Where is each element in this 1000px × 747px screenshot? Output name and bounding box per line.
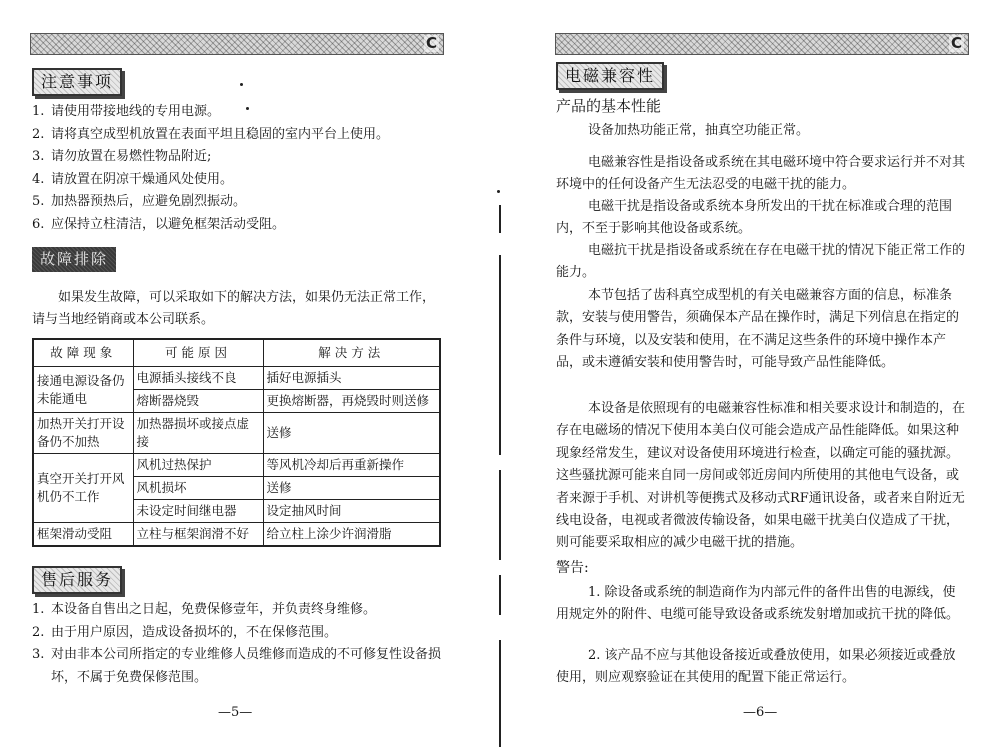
warning-title: 警告:	[556, 560, 589, 576]
basic-performance: 设备加热功能正常，抽真空功能正常。	[588, 123, 810, 138]
table-row	[33, 523, 440, 547]
header-banner	[30, 33, 444, 55]
column-header: 可能原因	[133, 339, 263, 367]
solution-cell: 给立柱上涂少许润滑脂	[263, 523, 440, 547]
solution-cell: 送修	[263, 477, 440, 500]
table-row	[33, 367, 440, 390]
solution-cell: 更换熔断器，再烧毁时则送修	[263, 390, 440, 413]
section-title-troubleshooting: 故障排除	[32, 247, 116, 272]
warning-item: 2. 该产品不应与其他设备接近或叠放使用，如果必须接近或叠放使用，则应观察验证在其使用的配置下能正常运行。	[556, 648, 956, 686]
emc-paragraph: 本节包括了齿科真空成型机的有关电磁兼容方面的信息，标准条款，安装与使用警告，须确保本产品在操作时，满足下列信息在指定的条件与环境，以及安装和使用，在不满足这些条件的环境中操作本产品，或未遵循安装和使用警告时，可能导致产品性能降低。	[556, 288, 960, 371]
cause-cell: 风机损坏	[133, 477, 263, 500]
notes-list	[32, 101, 389, 236]
symptom-cell: 框架滑动受阻	[33, 523, 133, 547]
cause-cell: 加热器损坏或接点虚接	[133, 413, 263, 454]
banner-mark: C	[950, 34, 962, 52]
page-number: —5—	[218, 705, 253, 720]
page-number: —6—	[743, 705, 778, 720]
emc-paragraph: 电磁兼容性是指设备或系统在其电磁环境中符合要求运行并不对其环境中的任何设备产生无法忍受的电磁干扰的能力。	[556, 155, 966, 193]
solution-cell: 等风机冷却后再重新操作	[263, 454, 440, 477]
warning-item: 1. 除设备或系统的制造商作为内部元件的备件出售的电源线，使用规定外的附件、电缆可能导致设备或系统发射增加或抗干扰的降低。	[556, 585, 960, 623]
table-row	[33, 413, 440, 454]
emc-paragraph: 电磁干扰是指设备或系统本身所发出的干扰在标准或合理的范围内，不至于影响其他设备或系统。	[556, 199, 953, 237]
section-title-emc: 电磁兼容性	[556, 62, 664, 90]
section-title-notes: 注意事项	[32, 68, 122, 96]
symptom-cell: 接通电源设备仍未能通电	[33, 367, 133, 413]
list-item: 3. 对由非本公司所指定的专业维修人员维修而造成的不可修复性设备损坏，不属于免费保修范围。	[32, 647, 442, 685]
emc-paragraph: 电磁抗干扰是指设备或系统在存在电磁干扰的情况下能正常工作的能力。	[556, 243, 966, 281]
list-item: 2. 由于用户原因，造成设备损坏的，不在保修范围。	[32, 624, 338, 640]
list-item: 6. 应保持立柱清洁，以避免框架活动受阻。	[32, 216, 286, 232]
table-row	[33, 454, 440, 477]
emc-paragraph: 本设备是依照现有的电磁兼容性标准和相关要求设计和制造的，在存在电磁场的情况下使用本美白仪可能会造成产品性能降低。如果这种现象经常发生，建议对设备使用环境进行检查，以确定可能的骚扰源。这些骚扰源可能来自同一房间或邻近房间内所使用的其他电气设备，或者来源于手机、对讲机等便携式及移动式RF通讯设备，或者来自附近无线电设备，电视或者微波传输设备，如果电磁干扰美白仪造成了干扰，则可能要采取相应的减少电磁干扰的措施。	[556, 401, 966, 551]
table-header-row	[33, 339, 440, 367]
cause-cell: 立柱与框架润滑不好	[133, 523, 263, 547]
list-item: 3. 请勿放置在易燃性物品附近;	[32, 149, 212, 164]
cause-cell: 熔断器烧毁	[133, 390, 263, 413]
cause-cell: 未设定时间继电器	[133, 500, 263, 523]
solution-cell: 设定抽风时间	[263, 500, 440, 523]
subtitle: 产品的基本性能	[556, 97, 662, 115]
scan-speck	[246, 107, 249, 110]
symptom-cell: 加热开关打开设备仍不加热	[33, 413, 133, 454]
list-item: 5. 加热器预热后，应避免剧烈振动。	[32, 194, 247, 209]
section-title-service: 售后服务	[32, 566, 122, 594]
header-banner	[555, 33, 969, 55]
list-item: 1. 请使用带接地线的专用电源。	[32, 104, 221, 119]
right-page	[503, 0, 1000, 747]
troubleshooting-table	[32, 338, 441, 547]
column-header: 解决方法	[263, 339, 440, 367]
scan-speck	[497, 190, 500, 193]
service-list	[32, 599, 444, 689]
troubleshooting-intro: 如果发生故障，可以采取如下的解决方法，如果仍无法正常工作，请与当地经销商或本公司联系。	[32, 290, 436, 328]
symptom-cell: 真空开关打开风机仍不工作	[33, 454, 133, 523]
banner-mark: C	[425, 34, 437, 52]
cause-cell: 电源插头接线不良	[133, 367, 263, 390]
scan-speck	[240, 83, 243, 86]
solution-cell: 插好电源插头	[263, 367, 440, 390]
list-item: 2. 请将真空成型机放置在表面平坦且稳固的室内平台上使用。	[32, 126, 390, 142]
cause-cell: 风机过热保护	[133, 454, 263, 477]
list-item: 4. 请放置在阴凉干燥通风处使用。	[32, 171, 234, 187]
solution-cell: 送修	[263, 413, 440, 454]
left-page	[0, 0, 497, 747]
column-header: 故障现象	[33, 339, 133, 367]
list-item: 1. 本设备自售出之日起，免费保修壹年，并负责终身维修。	[32, 602, 377, 617]
